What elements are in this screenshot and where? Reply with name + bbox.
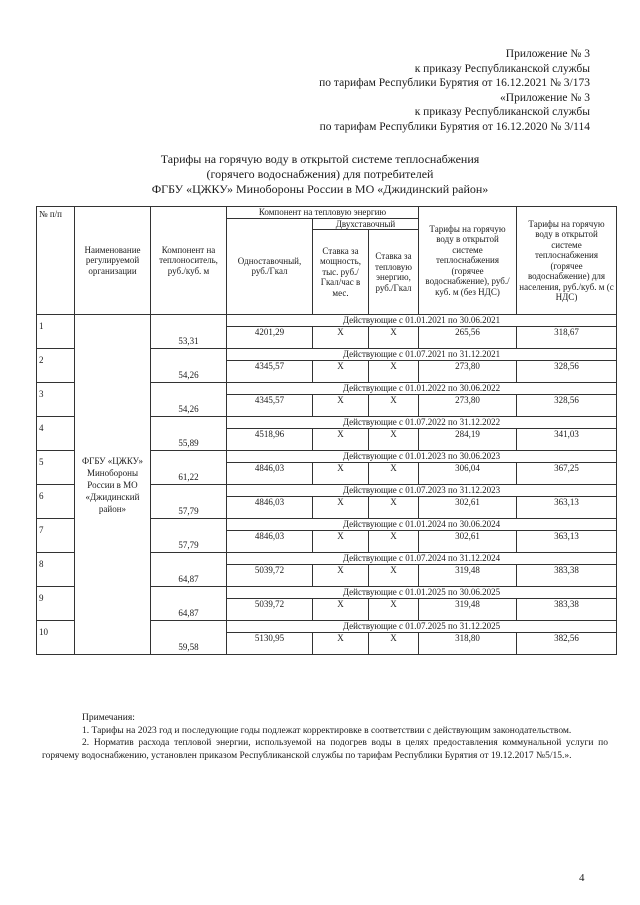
tariff-vat-value: 363,13 [517, 497, 617, 519]
carrier-value: 55,89 [151, 429, 227, 451]
header-org: Наименование регулируемой организации [75, 207, 151, 315]
period-spacer [151, 519, 227, 531]
tariff-vat-value: 318,67 [517, 327, 617, 349]
period-label: Действующие с 01.01.2025 по 30.06.2025 [227, 587, 617, 599]
header-two-part: Двухставочный [313, 218, 419, 230]
tariff-novat-value: 273,80 [419, 395, 517, 417]
period-label: Действующие с 01.01.2023 по 30.06.2023 [227, 451, 617, 463]
energy-rate-value: X [369, 327, 419, 349]
single-rate-value: 4846,03 [227, 497, 313, 519]
notes-heading: Примечания: [82, 713, 135, 723]
energy-rate-value: X [369, 463, 419, 485]
row-number: 2 [37, 349, 75, 383]
header-power: Ставка за мощность, тыс. руб./Гкал/час в мес. [313, 230, 369, 315]
power-rate-value: X [313, 497, 369, 519]
single-rate-value: 5130,95 [227, 633, 313, 655]
tariff-novat-value: 302,61 [419, 497, 517, 519]
header-tariff-vat: Тарифы на горячую воду в открытой системе теплоснабжения (горячее водоснабжение) для населения, руб./куб. м (с НДС) [517, 207, 617, 315]
approval-header [230, 47, 590, 134]
single-rate-value: 4518,96 [227, 429, 313, 451]
period-label: Действующие с 01.07.2022 по 31.12.2022 [227, 417, 617, 429]
period-spacer [151, 417, 227, 429]
power-rate-value: X [313, 395, 369, 417]
energy-rate-value: X [369, 429, 419, 451]
row-number: 8 [37, 553, 75, 587]
period-spacer [151, 553, 227, 565]
energy-rate-value: X [369, 565, 419, 587]
period-label: Действующие с 01.01.2021 по 30.06.2021 [227, 315, 617, 327]
single-rate-value: 5039,72 [227, 599, 313, 621]
row-number: 9 [37, 587, 75, 621]
carrier-value: 57,79 [151, 531, 227, 553]
period-spacer [151, 587, 227, 599]
tariff-novat-value: 273,80 [419, 361, 517, 383]
row-number: 1 [37, 315, 75, 349]
note-item: 1. Тарифы на 2023 год и последующие годы подлежат корректировке в соответствии с действующим законодательством. [82, 725, 572, 736]
energy-rate-value: X [369, 599, 419, 621]
tariff-table [36, 206, 617, 655]
tariff-vat-value: 328,56 [517, 395, 617, 417]
single-rate-value: 4846,03 [227, 463, 313, 485]
energy-rate-value: X [369, 497, 419, 519]
notes [42, 712, 608, 762]
energy-rate-value: X [369, 395, 419, 417]
period-label: Действующие с 01.07.2025 по 31.12.2025 [227, 621, 617, 633]
period-label: Действующие с 01.01.2024 по 30.06.2024 [227, 519, 617, 531]
carrier-value: 53,31 [151, 327, 227, 349]
header-num: № п/п [37, 207, 75, 315]
power-rate-value: X [313, 463, 369, 485]
header-line: по тарифам Республики Бурятия от 16.12.2020 № 3/114 [319, 120, 590, 133]
power-rate-value: X [313, 633, 369, 655]
power-rate-value: X [313, 361, 369, 383]
row-number: 10 [37, 621, 75, 655]
header-tariff-novat: Тарифы на горячую воду в открытой системе теплоснабжения (горячее водоснабжение), руб./куб. м (без НДС) [419, 207, 517, 315]
tariff-vat-value: 363,13 [517, 531, 617, 553]
period-spacer [151, 383, 227, 395]
row-number: 6 [37, 485, 75, 519]
carrier-value: 54,26 [151, 361, 227, 383]
power-rate-value: X [313, 429, 369, 451]
tariff-novat-value: 318,80 [419, 633, 517, 655]
period-label: Действующие с 01.07.2021 по 31.12.2021 [227, 349, 617, 361]
note-item: 2. Норматив расхода тепловой энергии, используемой на подогрев воды в целях предоставления коммунальной услуги по горячему водоснабжению, установлен приказом Республиканской службы по тарифам Республики Бурятия от 19.12.2017 №5/15.». [42, 738, 608, 761]
tariff-novat-value: 306,04 [419, 463, 517, 485]
carrier-value: 61,22 [151, 463, 227, 485]
row-number: 3 [37, 383, 75, 417]
tariff-novat-value: 265,56 [419, 327, 517, 349]
row-number: 5 [37, 451, 75, 485]
energy-rate-value: X [369, 633, 419, 655]
header-line: «Приложение № 3 [500, 91, 590, 104]
header-carrier: Компонент на теплоноситель, руб./куб. м [151, 207, 227, 315]
period-row [37, 315, 617, 327]
tariff-vat-value: 341,03 [517, 429, 617, 451]
tariff-vat-value: 328,56 [517, 361, 617, 383]
power-rate-value: X [313, 327, 369, 349]
energy-rate-value: X [369, 531, 419, 553]
single-rate-value: 4345,57 [227, 361, 313, 383]
carrier-value: 54,26 [151, 395, 227, 417]
organization-name: ФГБУ «ЦЖКУ» Минобороны России в МО «Джидинский район» [75, 315, 151, 655]
single-rate-value: 5039,72 [227, 565, 313, 587]
power-rate-value: X [313, 599, 369, 621]
power-rate-value: X [313, 531, 369, 553]
carrier-value: 64,87 [151, 599, 227, 621]
period-spacer [151, 451, 227, 463]
tariff-vat-value: 367,25 [517, 463, 617, 485]
title-line: (горячего водоснабжения) для потребителей [206, 167, 434, 181]
period-spacer [151, 485, 227, 497]
tariff-vat-value: 383,38 [517, 565, 617, 587]
tariff-novat-value: 319,48 [419, 565, 517, 587]
tariff-novat-value: 302,61 [419, 531, 517, 553]
carrier-value: 59,58 [151, 633, 227, 655]
page-number: 4 [579, 872, 585, 884]
row-number: 4 [37, 417, 75, 451]
period-label: Действующие с 01.07.2023 по 31.12.2023 [227, 485, 617, 497]
title-line: ФГБУ «ЦЖКУ» Минобороны России в МО «Джидинский район» [151, 182, 489, 196]
tariff-novat-value: 319,48 [419, 599, 517, 621]
tariff-vat-value: 383,38 [517, 599, 617, 621]
carrier-value: 64,87 [151, 565, 227, 587]
single-rate-value: 4201,29 [227, 327, 313, 349]
tariff-table-body [37, 315, 617, 655]
header-energy: Компонент на тепловую энергию [227, 207, 419, 219]
period-spacer [151, 621, 227, 633]
single-rate-value: 4345,57 [227, 395, 313, 417]
period-label: Действующие с 01.07.2024 по 31.12.2024 [227, 553, 617, 565]
title-line: Тарифы на горячую воду в открытой системе теплоснабжения [160, 152, 480, 166]
carrier-value: 57,79 [151, 497, 227, 519]
tariff-novat-value: 284,19 [419, 429, 517, 451]
document-title [60, 152, 580, 197]
header-line: к приказу Республиканской службы [414, 106, 590, 118]
period-spacer [151, 349, 227, 361]
row-number: 7 [37, 519, 75, 553]
header-single: Одноставочный, руб./Гкал [227, 218, 313, 315]
header-rate: Ставка за тепловую энергию, руб./Гкал [369, 230, 419, 315]
period-label: Действующие с 01.01.2022 по 30.06.2022 [227, 383, 617, 395]
energy-rate-value: X [369, 361, 419, 383]
header-line: по тарифам Республики Бурятия от 16.12.2021 № 3/173 [319, 77, 590, 89]
power-rate-value: X [313, 565, 369, 587]
header-line: к приказу Республиканской службы [414, 62, 590, 75]
tariff-vat-value: 382,56 [517, 633, 617, 655]
single-rate-value: 4846,03 [227, 531, 313, 553]
header-line: Приложение № 3 [505, 48, 590, 60]
period-spacer [151, 315, 227, 327]
